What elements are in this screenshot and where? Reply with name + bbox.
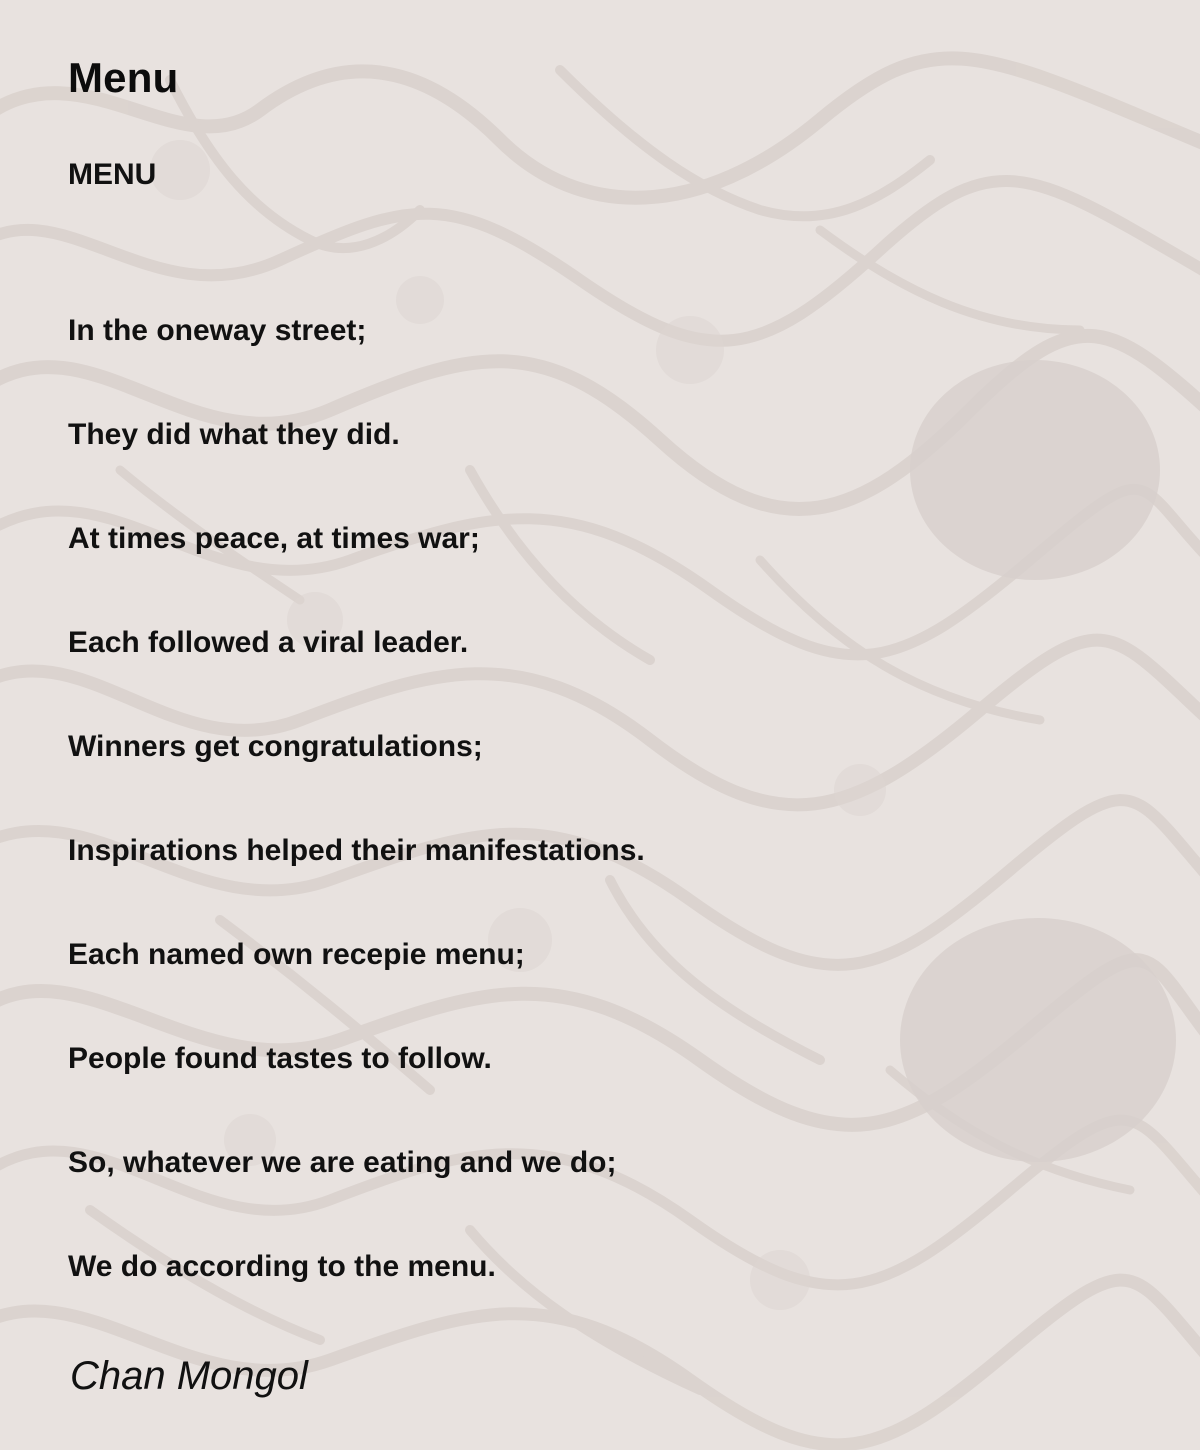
poem-line: We do according to the menu. [68,1250,496,1283]
poem-subtitle: MENU [68,158,157,191]
poem-line: They did what they did. [68,418,400,451]
poem-author: Chan Mongol [70,1354,308,1398]
poem-line: Inspirations helped their manifestations. [68,834,645,867]
poem-line: At times peace, at times war; [68,522,480,555]
poem-title: Menu [68,54,179,101]
poem-line: Each named own recepie menu; [68,938,525,971]
poem-line: So, whatever we are eating and we do; [68,1146,617,1179]
poem-line: In the oneway street; [68,314,367,347]
poem-line: Each followed a viral leader. [68,626,469,659]
poem-line: Winners get congratulations; [68,730,483,763]
poem-line: People found tastes to follow. [68,1042,492,1075]
